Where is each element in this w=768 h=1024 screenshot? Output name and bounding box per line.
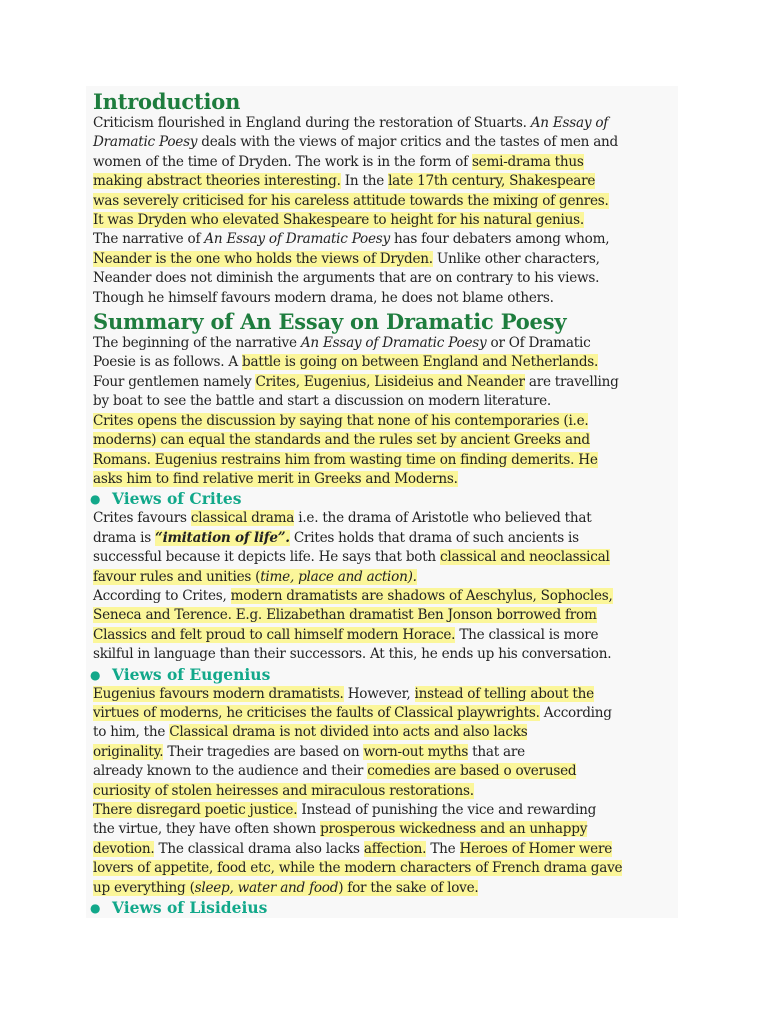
paragraph-line: devotion. The classical drama also lacks affection. The Heroes of Homer were — [93, 840, 613, 857]
highlight: battle is going on between England and Netherlands. — [242, 354, 599, 371]
paragraph-line: Neander does not diminish the arguments that are on contrary to his views. — [93, 270, 600, 287]
paragraph-line — [93, 470, 678, 489]
paragraph-line: making abstract theories interesting. In the late 17th century, Shakespeare — [93, 173, 596, 190]
highlight: classical and neoclassical — [440, 549, 610, 566]
highlight: Seneca and Terence. E.g. Elizabethan dramatist Ben Jonson borrowed from — [93, 607, 597, 624]
paragraph-line: by boat to see the battle and start a discussion on modern literature. — [93, 393, 551, 410]
highlight: up everything ( — [93, 879, 195, 896]
paragraph-line: Criticism flourished in England during the restoration of Stuarts. An Essay of — [93, 115, 609, 131]
paragraph-line: already known to the audience and their comedies are based o overused — [93, 763, 577, 780]
paragraph-line: There disregard poetic justice. Instead of punishing the vice and rewarding — [93, 802, 597, 818]
paragraph-line — [93, 782, 678, 801]
paragraph-line: Four gentlemen namely Crites, Eugenius, Lisideius and Neander are travelling — [93, 373, 619, 390]
highlight: prosperous wickedness and an unhappy — [320, 821, 588, 838]
highlight: was severely criticised for his careless attitude towards the mixing of genres. — [93, 192, 609, 209]
highlight: virtues of moderns, he criticises the faults of Classical playwrights. — [93, 704, 540, 721]
paragraph-line: Eugenius favours modern dramatists. However, instead of telling about the — [93, 685, 594, 702]
paragraph-line: drama is “imitation of life”. Crites holds that drama of such ancients is — [93, 529, 579, 546]
highlight: worn-out myths — [363, 743, 469, 760]
bullet-icon: ● — [90, 667, 101, 682]
summary-heading: Summary of An Essay on Dramatic Poesy — [93, 309, 567, 335]
highlight: classical drama — [190, 510, 295, 527]
paragraph-line — [93, 451, 678, 470]
highlight: sleep, water and food — [194, 879, 339, 896]
paragraph-line: Though he himself favours modern drama, he does not blame others. — [93, 289, 554, 306]
paragraph-line: The beginning of the narrative An Essay of Dramatic Poesy or Of Dramatic — [93, 335, 591, 352]
paragraph-line — [93, 568, 678, 587]
paragraph-line: Neander is the one who holds the views of Dryden. Unlike other characters, — [93, 250, 600, 267]
bullet-icon: ● — [90, 901, 101, 916]
bullet-icon: ● — [90, 492, 101, 507]
highlight: making abstract theories interesting. — [93, 173, 341, 190]
highlight: Crites opens the discussion by saying that none of his contemporaries (i.e. — [93, 412, 589, 429]
highlight: Classical drama is not divided into acts and also lacks — [169, 724, 528, 741]
highlight: lovers of appetite, food etc, while the modern characters of French drama gave — [93, 860, 623, 877]
paragraph-line — [93, 879, 678, 898]
paragraph-line: women of the time of Dryden. The work is in the form of semi-drama thus — [93, 153, 584, 170]
highlight: devotion. — [93, 840, 155, 857]
highlight: asks him to find relative merit in Greeks and Moderns. — [93, 470, 458, 487]
paragraph-line: the virtue, they have often shown prosperous wickedness and an unhappy — [93, 821, 588, 838]
paragraph-line: skilful in language than their successors. At this, he ends up his conversation. — [93, 646, 612, 663]
highlight: modern dramatists are shadows of Aeschylus, Sophocles, — [230, 587, 613, 604]
paragraph-line: Classics and felt proud to call himself modern Horace. The classical is more — [93, 626, 599, 643]
highlight: Heroes of Homer were — [459, 840, 613, 857]
paragraph-line: successful because it depicts life. He says that both classical and neoclassical — [93, 549, 610, 566]
document-page — [86, 86, 678, 918]
highlight: favour rules and unities ( — [93, 568, 261, 585]
paragraph-line: originality. Their tragedies are based on worn-out myths that are — [93, 743, 525, 760]
highlight: affection. — [363, 840, 427, 857]
paragraph-line: Dramatic Poesy deals with the views of major critics and the tastes of men and — [93, 134, 619, 151]
lisideius-subheading: ● Views of Lisideius — [90, 898, 268, 918]
paragraph-line: to him, the Classical drama is not divided into acts and also lacks — [93, 724, 528, 741]
highlight: Romans. Eugenius restrains him from wasting time on finding demerits. He — [93, 451, 598, 468]
paragraph-line: The narrative of An Essay of Dramatic Poesy has four debaters among whom, — [93, 231, 610, 248]
highlight: Classics and felt proud to call himself modern Horace. — [93, 626, 456, 643]
highlight: instead of telling about the — [414, 685, 594, 702]
highlight: ) for the sake of love. — [338, 879, 479, 896]
paragraph-line — [93, 412, 678, 431]
paragraph-line — [93, 431, 678, 450]
paragraph-line — [93, 192, 678, 211]
highlight: curiosity of stolen heiresses and miraculous restorations. — [93, 782, 474, 799]
paragraph-line — [93, 211, 678, 230]
paragraph-line: According to Crites, modern dramatists are shadows of Aeschylus, Sophocles, — [93, 587, 613, 604]
highlight: comedies are based o overused — [367, 763, 577, 780]
paragraph-line: virtues of moderns, he criticises the faults of Classical playwrights. According — [93, 704, 612, 721]
highlight: late 17th century, Shakespeare — [388, 173, 596, 190]
crites-subheading: ● Views of Crites — [90, 489, 242, 509]
highlight: time, place and action). — [260, 568, 417, 585]
highlight: moderns) can equal the standards and the rules set by ancient Greeks and — [93, 432, 590, 449]
eugenius-subheading: ● Views of Eugenius — [90, 664, 271, 684]
highlight: It was Dryden who elevated Shakespeare to height for his natural genius. — [93, 212, 584, 229]
highlight: originality. — [93, 743, 164, 760]
paragraph-line: Poesie is as follows. A battle is going on between England and Netherlands. — [93, 354, 599, 371]
highlight: semi-drama thus — [471, 153, 584, 170]
highlight: “imitation of life”. — [155, 529, 290, 546]
highlight: Neander is the one who holds the views of Dryden. — [93, 250, 433, 267]
paragraph-line — [93, 606, 678, 625]
highlight: Eugenius favours modern dramatists. — [93, 685, 344, 702]
paragraph-line: Crites favours classical drama i.e. the drama of Aristotle who believed that — [93, 510, 592, 527]
paragraph-line — [93, 859, 678, 878]
highlight: There disregard poetic justice. — [93, 802, 298, 818]
introduction-heading: Introduction — [93, 89, 241, 114]
highlight: Crites, Eugenius, Lisideius and Neander — [255, 373, 525, 390]
